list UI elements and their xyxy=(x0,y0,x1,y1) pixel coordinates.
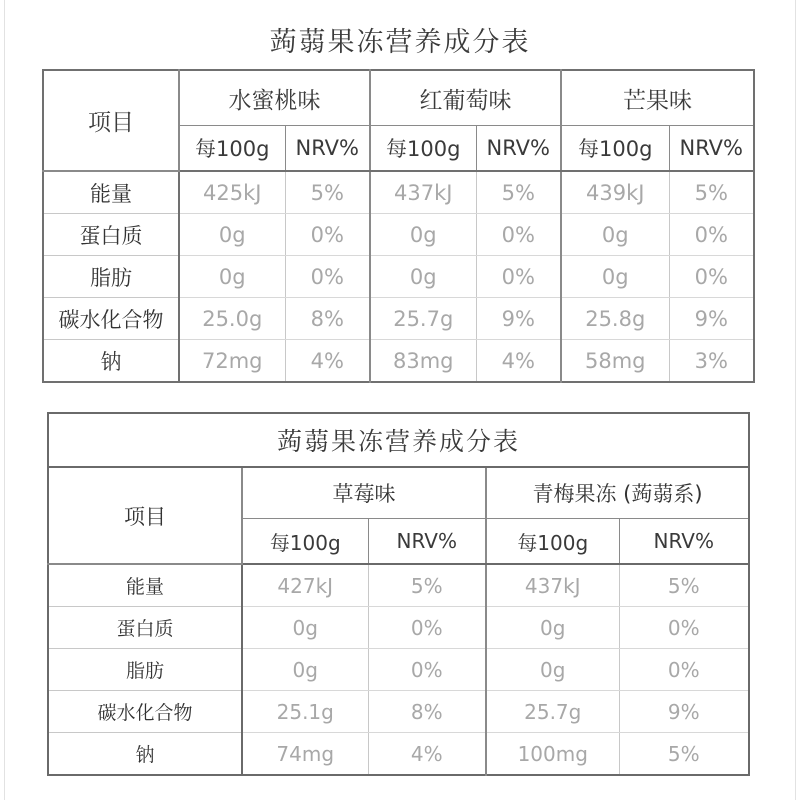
table-cell: 0g xyxy=(179,214,285,256)
table-cell: 5% xyxy=(619,733,749,776)
table-row xyxy=(48,691,749,733)
table-row xyxy=(43,298,754,340)
nutrition-table-2 xyxy=(47,412,750,776)
table-cell: 427kJ xyxy=(242,564,368,607)
row-label: 蛋白质 xyxy=(48,607,242,649)
table-cell: 0% xyxy=(368,607,486,649)
row-label: 蛋白质 xyxy=(43,214,179,256)
flavor-header: 青梅果冻 (蒟蒻系) xyxy=(486,467,749,519)
table2-title: 蒟蒻果冻营养成分表 xyxy=(48,413,749,467)
table-cell: 9% xyxy=(619,691,749,733)
table-cell: 8% xyxy=(368,691,486,733)
table-row xyxy=(48,564,749,607)
table-cell: 0% xyxy=(669,214,754,256)
table-cell: 0% xyxy=(476,214,561,256)
table1-title: 蒟蒻果冻营养成分表 xyxy=(269,27,531,58)
table-cell: 0% xyxy=(619,607,749,649)
item-header: 项目 xyxy=(43,70,179,171)
table-cell: 25.0g xyxy=(179,298,285,340)
table-cell: 8% xyxy=(285,298,370,340)
table-cell: 5% xyxy=(619,564,749,607)
per-100g-header: 每100g xyxy=(179,126,285,172)
table-cell: 25.1g xyxy=(242,691,368,733)
table-row xyxy=(48,607,749,649)
flavor-header: 芒果味 xyxy=(561,70,754,126)
left-edge-line xyxy=(4,0,5,800)
table-cell: 0g xyxy=(179,256,285,298)
per-100g-header: 每100g xyxy=(561,126,669,172)
per-100g-header: 每100g xyxy=(486,519,619,565)
right-edge-line xyxy=(795,0,796,800)
row-label: 碳水化合物 xyxy=(43,298,179,340)
table-cell: 0g xyxy=(370,214,476,256)
table-cell: 439kJ xyxy=(561,171,669,214)
table-cell: 437kJ xyxy=(370,171,476,214)
row-label: 碳水化合物 xyxy=(48,691,242,733)
table-cell: 425kJ xyxy=(179,171,285,214)
flavor-header: 草莓味 xyxy=(242,467,486,519)
table-cell: 58mg xyxy=(561,340,669,383)
table-cell: 0% xyxy=(476,256,561,298)
row-label: 钠 xyxy=(48,733,242,776)
table-cell: 25.8g xyxy=(561,298,669,340)
table-cell: 0g xyxy=(486,607,619,649)
per-100g-header: 每100g xyxy=(370,126,476,172)
flavor-header: 红葡萄味 xyxy=(370,70,561,126)
table-row xyxy=(43,340,754,383)
row-label: 能量 xyxy=(43,171,179,214)
nrv-header: NRV% xyxy=(476,126,561,172)
table-cell: 100mg xyxy=(486,733,619,776)
table-cell: 0% xyxy=(368,649,486,691)
table-cell: 5% xyxy=(368,564,486,607)
flavor-header: 水蜜桃味 xyxy=(179,70,370,126)
table-row xyxy=(43,256,754,298)
table-cell: 25.7g xyxy=(370,298,476,340)
nrv-header: NRV% xyxy=(669,126,754,172)
row-label: 钠 xyxy=(43,340,179,383)
row-label: 脂肪 xyxy=(48,649,242,691)
table-cell: 9% xyxy=(669,298,754,340)
table-cell: 4% xyxy=(285,340,370,383)
nrv-header: NRV% xyxy=(285,126,370,172)
table-cell: 25.7g xyxy=(486,691,619,733)
table-cell: 4% xyxy=(476,340,561,383)
table-cell: 437kJ xyxy=(486,564,619,607)
table-row xyxy=(43,214,754,256)
nrv-header: NRV% xyxy=(619,519,749,565)
row-label: 能量 xyxy=(48,564,242,607)
table-cell: 0% xyxy=(285,256,370,298)
table-row xyxy=(48,733,749,776)
table-row xyxy=(43,171,754,214)
table-cell: 0% xyxy=(619,649,749,691)
table-cell: 0% xyxy=(669,256,754,298)
table-cell: 5% xyxy=(285,171,370,214)
table-cell: 5% xyxy=(476,171,561,214)
row-label: 脂肪 xyxy=(43,256,179,298)
nrv-header: NRV% xyxy=(368,519,486,565)
table-cell: 0g xyxy=(561,256,669,298)
table-cell: 9% xyxy=(476,298,561,340)
table-cell: 0g xyxy=(370,256,476,298)
table-row xyxy=(48,649,749,691)
table-cell: 4% xyxy=(368,733,486,776)
table-cell: 83mg xyxy=(370,340,476,383)
table-cell: 0g xyxy=(242,607,368,649)
table-cell: 0g xyxy=(242,649,368,691)
table-cell: 0g xyxy=(486,649,619,691)
item-header: 项目 xyxy=(48,467,242,564)
table-cell: 0g xyxy=(561,214,669,256)
table-cell: 0% xyxy=(285,214,370,256)
table-cell: 72mg xyxy=(179,340,285,383)
table-cell: 5% xyxy=(669,171,754,214)
per-100g-header: 每100g xyxy=(242,519,368,565)
nutrition-table-1 xyxy=(42,69,755,383)
table-cell: 3% xyxy=(669,340,754,383)
table-cell: 74mg xyxy=(242,733,368,776)
